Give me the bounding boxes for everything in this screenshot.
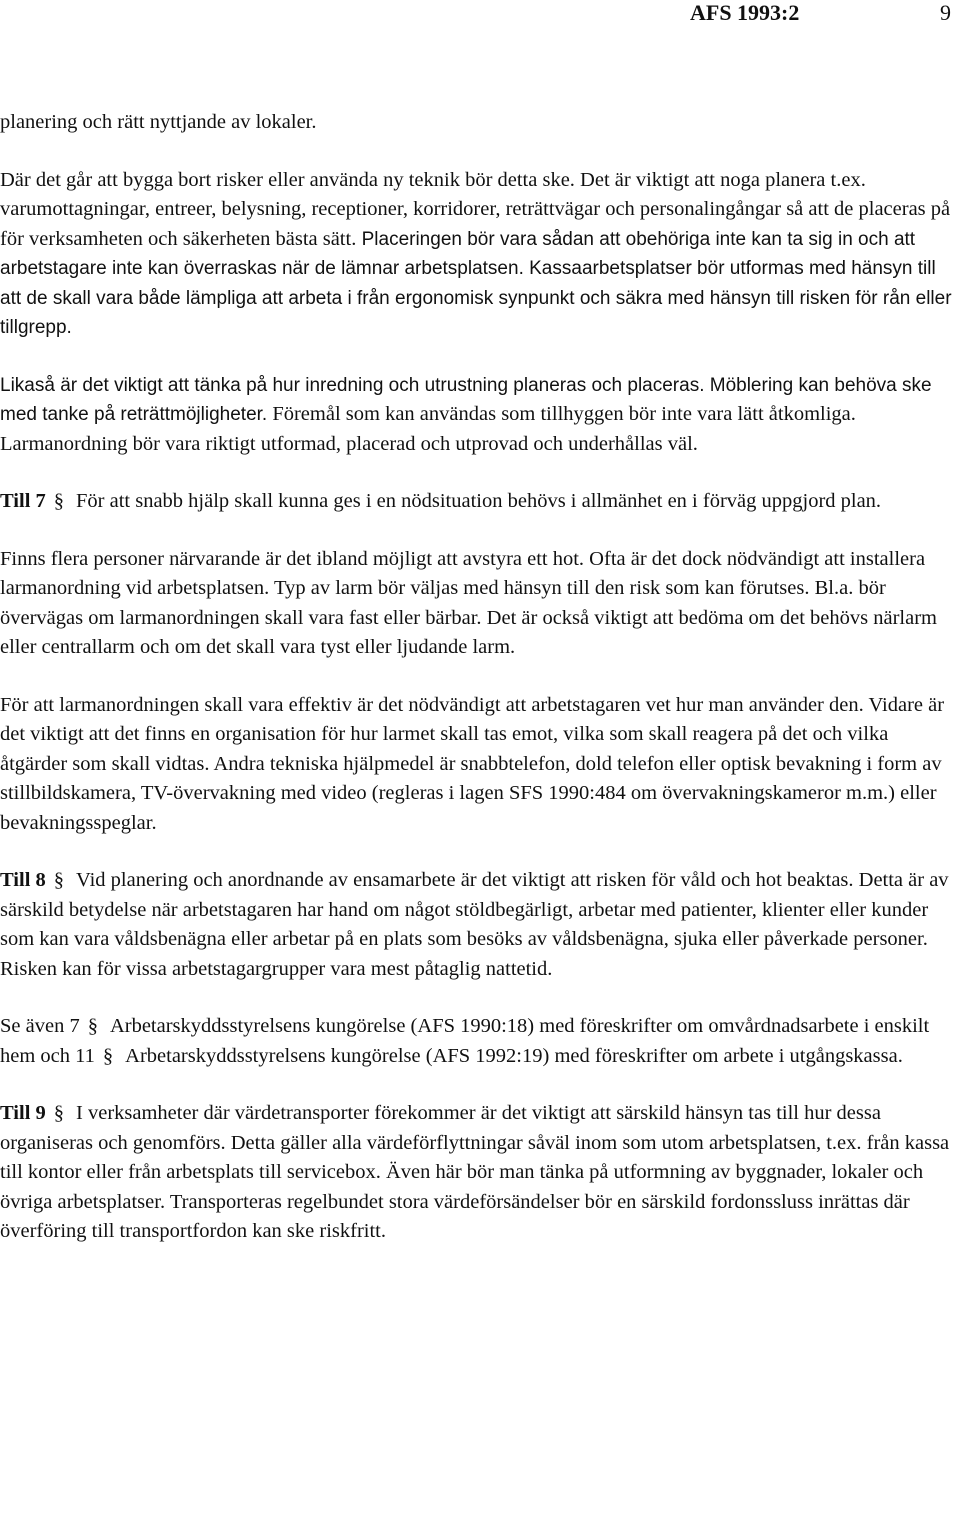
section-till-9 <box>0 1099 955 1247</box>
paragraph-risks <box>0 166 955 343</box>
section-till-7 <box>0 487 955 517</box>
document-code: AFS 1993:2 <box>690 0 800 25</box>
document-body <box>0 108 955 1275</box>
section-symbol: § <box>102 1044 114 1067</box>
page-header <box>0 0 960 30</box>
section-text-till-8: Vid planering och anordnande av ensamarbete är det viktigt att risken för våld och hot beaktas. Detta är av särskild betydelse när arbetstagaren har hand om något stöldbegärligt, arbetar med patienter, klienter eller kunder som kan vara våldsbenägna eller arbetar på en plats som besöks av våldsbenägna, sjuka eller påverkade personer. Risken kan för vissa arbetstagargrupper vara mest påtaglig nattetid. <box>0 869 949 980</box>
section-till-8 <box>0 866 955 984</box>
section-symbol: § <box>53 490 65 512</box>
paragraph-furnishing <box>0 371 955 460</box>
paragraph-furnishing-part1: Likaså är det viktigt att tänka på hur inredning och utrustning planeras och placeras. Möblering kan behöva ske med tanke på reträttmöjligheter. <box>0 374 932 425</box>
see-also-part3: Arbetarskyddsstyrelsens kungörelse (AFS 1992:19) med föreskrifter om arbete i utgångskassa. <box>125 1044 903 1067</box>
paragraph-risks-part3: Kassaarbetsplatser bör utformas med hänsyn till att de skall vara både lämpliga att arbeta i från ergonomisk synpunkt och säkra med hänsyn till risken för rån eller tillgrepp. <box>0 258 952 338</box>
section-text-till-9: I verksamheter där värdetransporter förekommer är det viktigt att särskild hänsyn tas till hur dessa organiseras och genomförs. Detta gäller alla värdeförflyttningar såväl inom som utom arbetsplatsen, t.ex. från kassa till kontor eller från arbetsplats till servicebox. Även här bör man tänka på utformning av byggnader, lokaler och övriga arbetsplatser. Transporteras regelbundet stora värdeförsändelser bör en särskild fordonssluss inrättas där överföring till transportfordon kan ske riskfritt. <box>0 1102 950 1242</box>
paragraph-see-also <box>0 1012 955 1071</box>
section-label-till-8: Till 8 <box>0 869 46 891</box>
paragraph-risks-part1: Där det går att bygga bort risker eller använda ny teknik bör detta ske. Det är viktigt att noga planera t.ex. varumottagningar, entreer, belysning, receptioner, korridorer, reträttvägar och personalingångar så att de placeras på för verksamheten och säkerheten bästa sätt. <box>0 168 951 250</box>
page-number: 9 <box>940 0 951 25</box>
see-also-part2: Arbetarskyddsstyrelsens kungörelse (AFS 1990:18) med föreskrifter om omvårdnadsarbete i enskilt hem och 11 <box>0 1015 930 1067</box>
section-label-till-9: Till 9 <box>0 1102 46 1124</box>
section-symbol: § <box>87 1015 98 1037</box>
section-symbol: § <box>53 1102 65 1124</box>
paragraph-alarm: Finns flera personer närvarande är det ibland möjligt att avstyra ett hot. Ofta är det dock nödvändigt att installera larmanordning vid arbetsplatsen. Typ av larm bör väljas med hänsyn till den risk som kan förutses. Bl.a. bör övervägas om larmanordningen skall vara fast eller bärbar. Det är också viktigt att bedöma om det behövs närlarm eller centrallarm och om det skall vara tyst eller ljudande larm. <box>0 547 937 658</box>
paragraph-alarm-organisation: För att larmanordningen skall vara effektiv är det nödvändigt att arbetstagaren vet hur man använder den. Vidare är det viktigt att det finns en organisation för hur larmet skall tas emot, vilka som skall reagera på det och vilka åtgärder som skall vidtas. Andra tekniska hjälpmedel är snabbtelefon, dold telefon eller optisk bevakning i form av stillbildskamera, TV-övervakning med video (regleras i lagen SFS 1990:484 om övervakningskameror m.m.) eller bevakningsspeglar. <box>0 693 945 834</box>
see-also-part1: Se även 7 <box>0 1015 80 1037</box>
paragraph-intro: planering och rätt nyttjande av lokaler. <box>0 111 317 133</box>
section-symbol: § <box>53 869 65 891</box>
paragraph-furnishing-part2: Föremål som kan användas som tillhyggen bör inte vara lätt åtkomliga. Larmanordning bör vara riktigt utformad, placerad och utprovad och underhållas väl. <box>0 403 856 455</box>
section-text-till-7: För att snabb hjälp skall kunna ges i en nödsituation behövs i allmänhet en i förväg uppgjord plan. <box>76 490 882 512</box>
section-label-till-7: Till 7 <box>0 490 46 512</box>
paragraph-risks-part2: Placeringen bör vara sådan att obehöriga inte kan ta sig in och att arbetstagare inte kan överraskas när de lämnar arbetsplatsen. <box>0 228 916 279</box>
